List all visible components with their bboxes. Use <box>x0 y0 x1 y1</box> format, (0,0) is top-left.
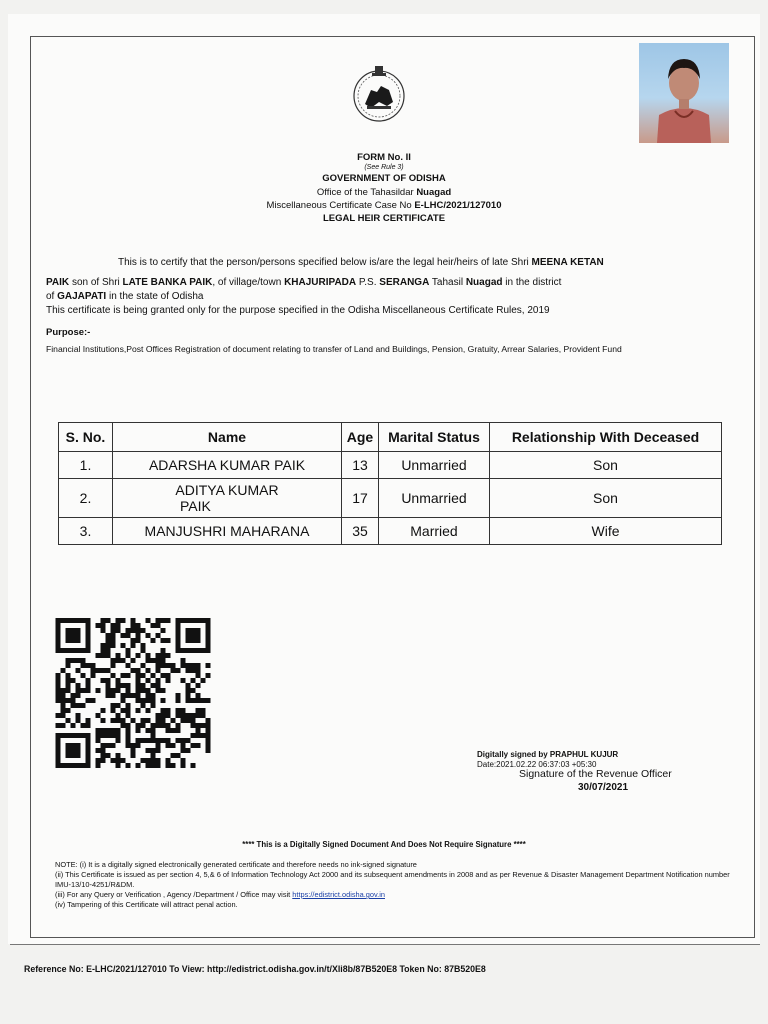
note-2: (ii) This Certificate is issued as per section 4, 5,& 6 of Information Technology Act 2000 and its subsequent amendments in 2008 and as per Revenue & Disaster Management Department Notification number IMU-13/10-4251/R&DM. <box>55 870 730 889</box>
form-number: FORM No. II <box>357 152 411 163</box>
table-row <box>59 518 722 545</box>
note-1: NOTE: (i) It is a digitally signed electronically generated certificate and therefore needs no ink-signed signature <box>55 860 417 869</box>
odisha-emblem-icon <box>349 62 409 124</box>
case-line: Miscellaneous Certificate Case No E-LHC/2021/127010 <box>266 200 502 211</box>
signature-date: 30/07/2021 <box>578 782 629 793</box>
cell-sno: 3. <box>59 518 113 545</box>
signature-title: Signature of the Revenue Officer <box>519 768 672 780</box>
note-3: (iii) For any Query or Verification , Agency /Department / Office may visit https://edistrict.odisha.gov.in <box>55 890 385 899</box>
granted-line: This certificate is being granted only for the purpose specified in the Odisha Miscellaneous Certificate Rules, 2019 <box>46 305 550 316</box>
header-marital-status: Marital Status <box>379 423 490 452</box>
header-name: Name <box>113 423 342 452</box>
table-header-row <box>59 423 722 452</box>
certify-line-2: PAIK son of Shri LATE BANKA PAIK, of village/town KHAJURIPADA P.S. SERANGA Tahasil Nuagad in the district <box>46 277 562 288</box>
cell-status: Unmarried <box>379 452 490 479</box>
cell-relation: Wife <box>490 518 722 545</box>
see-rule: (See Rule 3) <box>364 164 404 171</box>
cell-name <box>113 479 342 518</box>
header-sno: S. No. <box>59 423 113 452</box>
cell-age: 17 <box>342 479 379 518</box>
applicant-photo <box>639 43 729 143</box>
digital-signature-line: Digitally signed by PRAPHUL KUJUR <box>477 750 619 759</box>
government-title: GOVERNMENT OF ODISHA <box>322 173 446 184</box>
cell-status: Unmarried <box>379 479 490 518</box>
purpose-label: Purpose:- <box>46 327 91 338</box>
note-4: (iv) Tampering of this Certificate will attract penal action. <box>55 900 238 909</box>
office-line: Office of the Tahasildar Nuagad <box>316 187 452 198</box>
cell-age: 13 <box>342 452 379 479</box>
cell-relation: Son <box>490 479 722 518</box>
header-age: Age <box>342 423 379 452</box>
cell-sno: 2. <box>59 479 113 518</box>
cell-age: 35 <box>342 518 379 545</box>
certify-line-3: of GAJAPATI in the state of Odisha <box>46 291 204 302</box>
table-row <box>59 479 722 518</box>
page-divider <box>10 944 760 945</box>
qr-code-icon[interactable] <box>55 618 211 768</box>
cell-name: MANJUSHRI MAHARANA <box>113 518 342 545</box>
table-row <box>59 452 722 479</box>
edistrict-link[interactable]: https://edistrict.odisha.gov.in <box>292 890 385 899</box>
cell-status: Married <box>379 518 490 545</box>
digital-note: **** This is a Digitally Signed Document And Does Not Require Signature **** <box>242 840 526 849</box>
cell-sno: 1. <box>59 452 113 479</box>
certify-line-1: This is to certify that the person/persons specified below is/are the legal heir/heirs of late Shri MEENA KETAN <box>118 257 604 268</box>
cell-relation: Son <box>490 452 722 479</box>
cell-name: ADARSHA KUMAR PAIK <box>113 452 342 479</box>
purpose-text: Financial Institutions,Post Offices Registration of document relating to transfer of Land and Buildings, Pension, Gratuity, Arrear Salaries, Provident Fund <box>46 344 622 354</box>
signature-date-line: Date:2021.02.22 06:37:03 +05:30 <box>477 760 597 769</box>
legal-heirs-table <box>58 422 722 545</box>
reference-line: Reference No: E-LHC/2021/127010 To View: http://edistrict.odisha.gov.in/t/Xli8b/87B520E8 Token No: 87B520E8 <box>24 964 486 974</box>
notes-block <box>55 860 745 910</box>
certificate-title: LEGAL HEIR CERTIFICATE <box>322 213 446 224</box>
header-relationship: Relationship With Deceased <box>490 423 722 452</box>
name-line-2: PAIK <box>180 498 211 514</box>
name-line-1: ADITYA KUMAR <box>175 482 279 498</box>
